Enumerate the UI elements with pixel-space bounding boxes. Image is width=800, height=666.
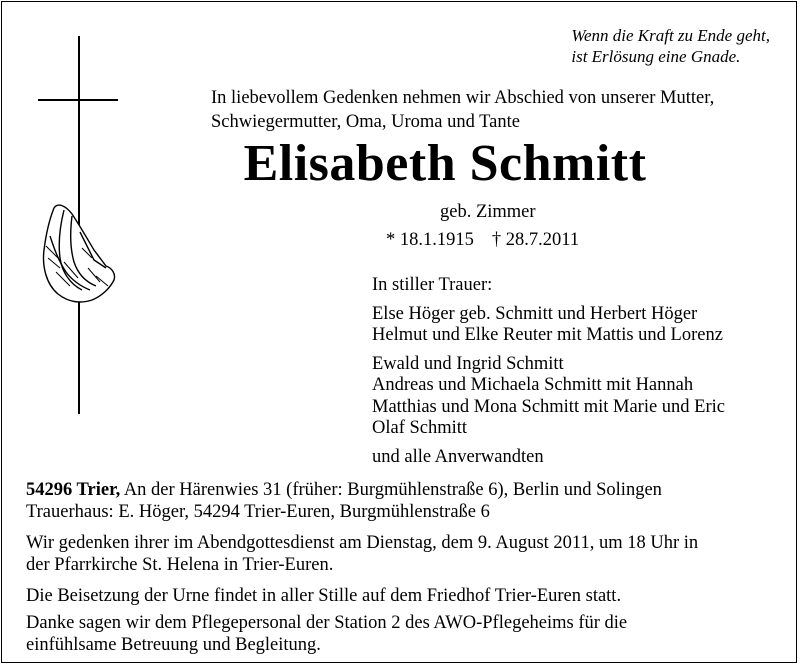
mourning-closing: und alle Anverwandten — [372, 446, 544, 467]
service-line-1: Wir gedenken ihrer im Abendgottesdienst am Dienstag, dem 9. August 2011, um 18 Uhr in — [26, 533, 699, 553]
cross-with-praying-hands-icon — [36, 36, 136, 416]
intro-text — [211, 86, 714, 134]
burial-line-1: Die Beisetzung der Urne findet in aller Stille auf dem Friedhof Trier-Euren statt. — [26, 586, 622, 606]
birth-date: * 18.1.1915 — [386, 230, 474, 250]
mourning-heading: In stiller Trauer: — [372, 275, 493, 295]
address-line-1 — [26, 480, 662, 502]
epigraph-line-1: Wenn die Kraft zu Ende geht, — [571, 26, 770, 45]
address-street: An der Härenwies 31 (früher: Burgmühlenstraße 6), Berlin und Solingen — [120, 480, 662, 500]
thanks-line-2: einfühlsame Betreuung und Begleitung. — [26, 634, 321, 655]
mourner-line: Else Höger geb. Schmitt und Herbert Höger — [372, 303, 698, 324]
address-line-2: Trauerhaus: E. Höger, 54294 Trier-Euren, Burgmühlenstraße 6 — [26, 501, 490, 522]
maiden-name: geb. Zimmer — [440, 202, 536, 222]
deceased-name: Elisabeth Schmitt — [243, 135, 647, 192]
mourner-line: Ewald und Ingrid Schmitt — [372, 353, 564, 374]
service-line-2: der Pfarrkirche St. Helena in Trier-Euren. — [26, 554, 334, 575]
burial-notice — [26, 586, 621, 608]
mourner-line: Andreas und Michaela Schmitt mit Hannah — [372, 375, 694, 395]
intro-line-2: Schwiegermutter, Oma, Uroma und Tante — [211, 112, 520, 132]
epigraph-quote — [571, 25, 770, 67]
thanks-notice — [26, 613, 627, 656]
address-block — [26, 480, 662, 523]
thanks-line-1: Danke sagen wir dem Pflegepersonal der Station 2 des AWO-Pflegeheims für die — [26, 613, 628, 633]
service-notice — [26, 533, 698, 576]
mourners-list — [372, 275, 725, 468]
mourner-line: Olaf Schmitt — [372, 418, 468, 438]
death-date: † 28.7.2011 — [491, 230, 580, 250]
address-city: 54296 Trier, — [26, 480, 121, 500]
cross-horizontal-beam — [38, 99, 118, 101]
life-dates — [386, 230, 579, 251]
intro-line-1: In liebevollem Gedenken nehmen wir Abschied von unserer Mutter, — [211, 88, 715, 108]
epigraph-line-2: ist Erlösung eine Gnade. — [571, 47, 741, 66]
mourner-line: Helmut und Elke Reuter mit Mattis und Lorenz — [372, 325, 723, 345]
mourner-line: Matthias und Mona Schmitt mit Marie und Eric — [372, 396, 725, 417]
